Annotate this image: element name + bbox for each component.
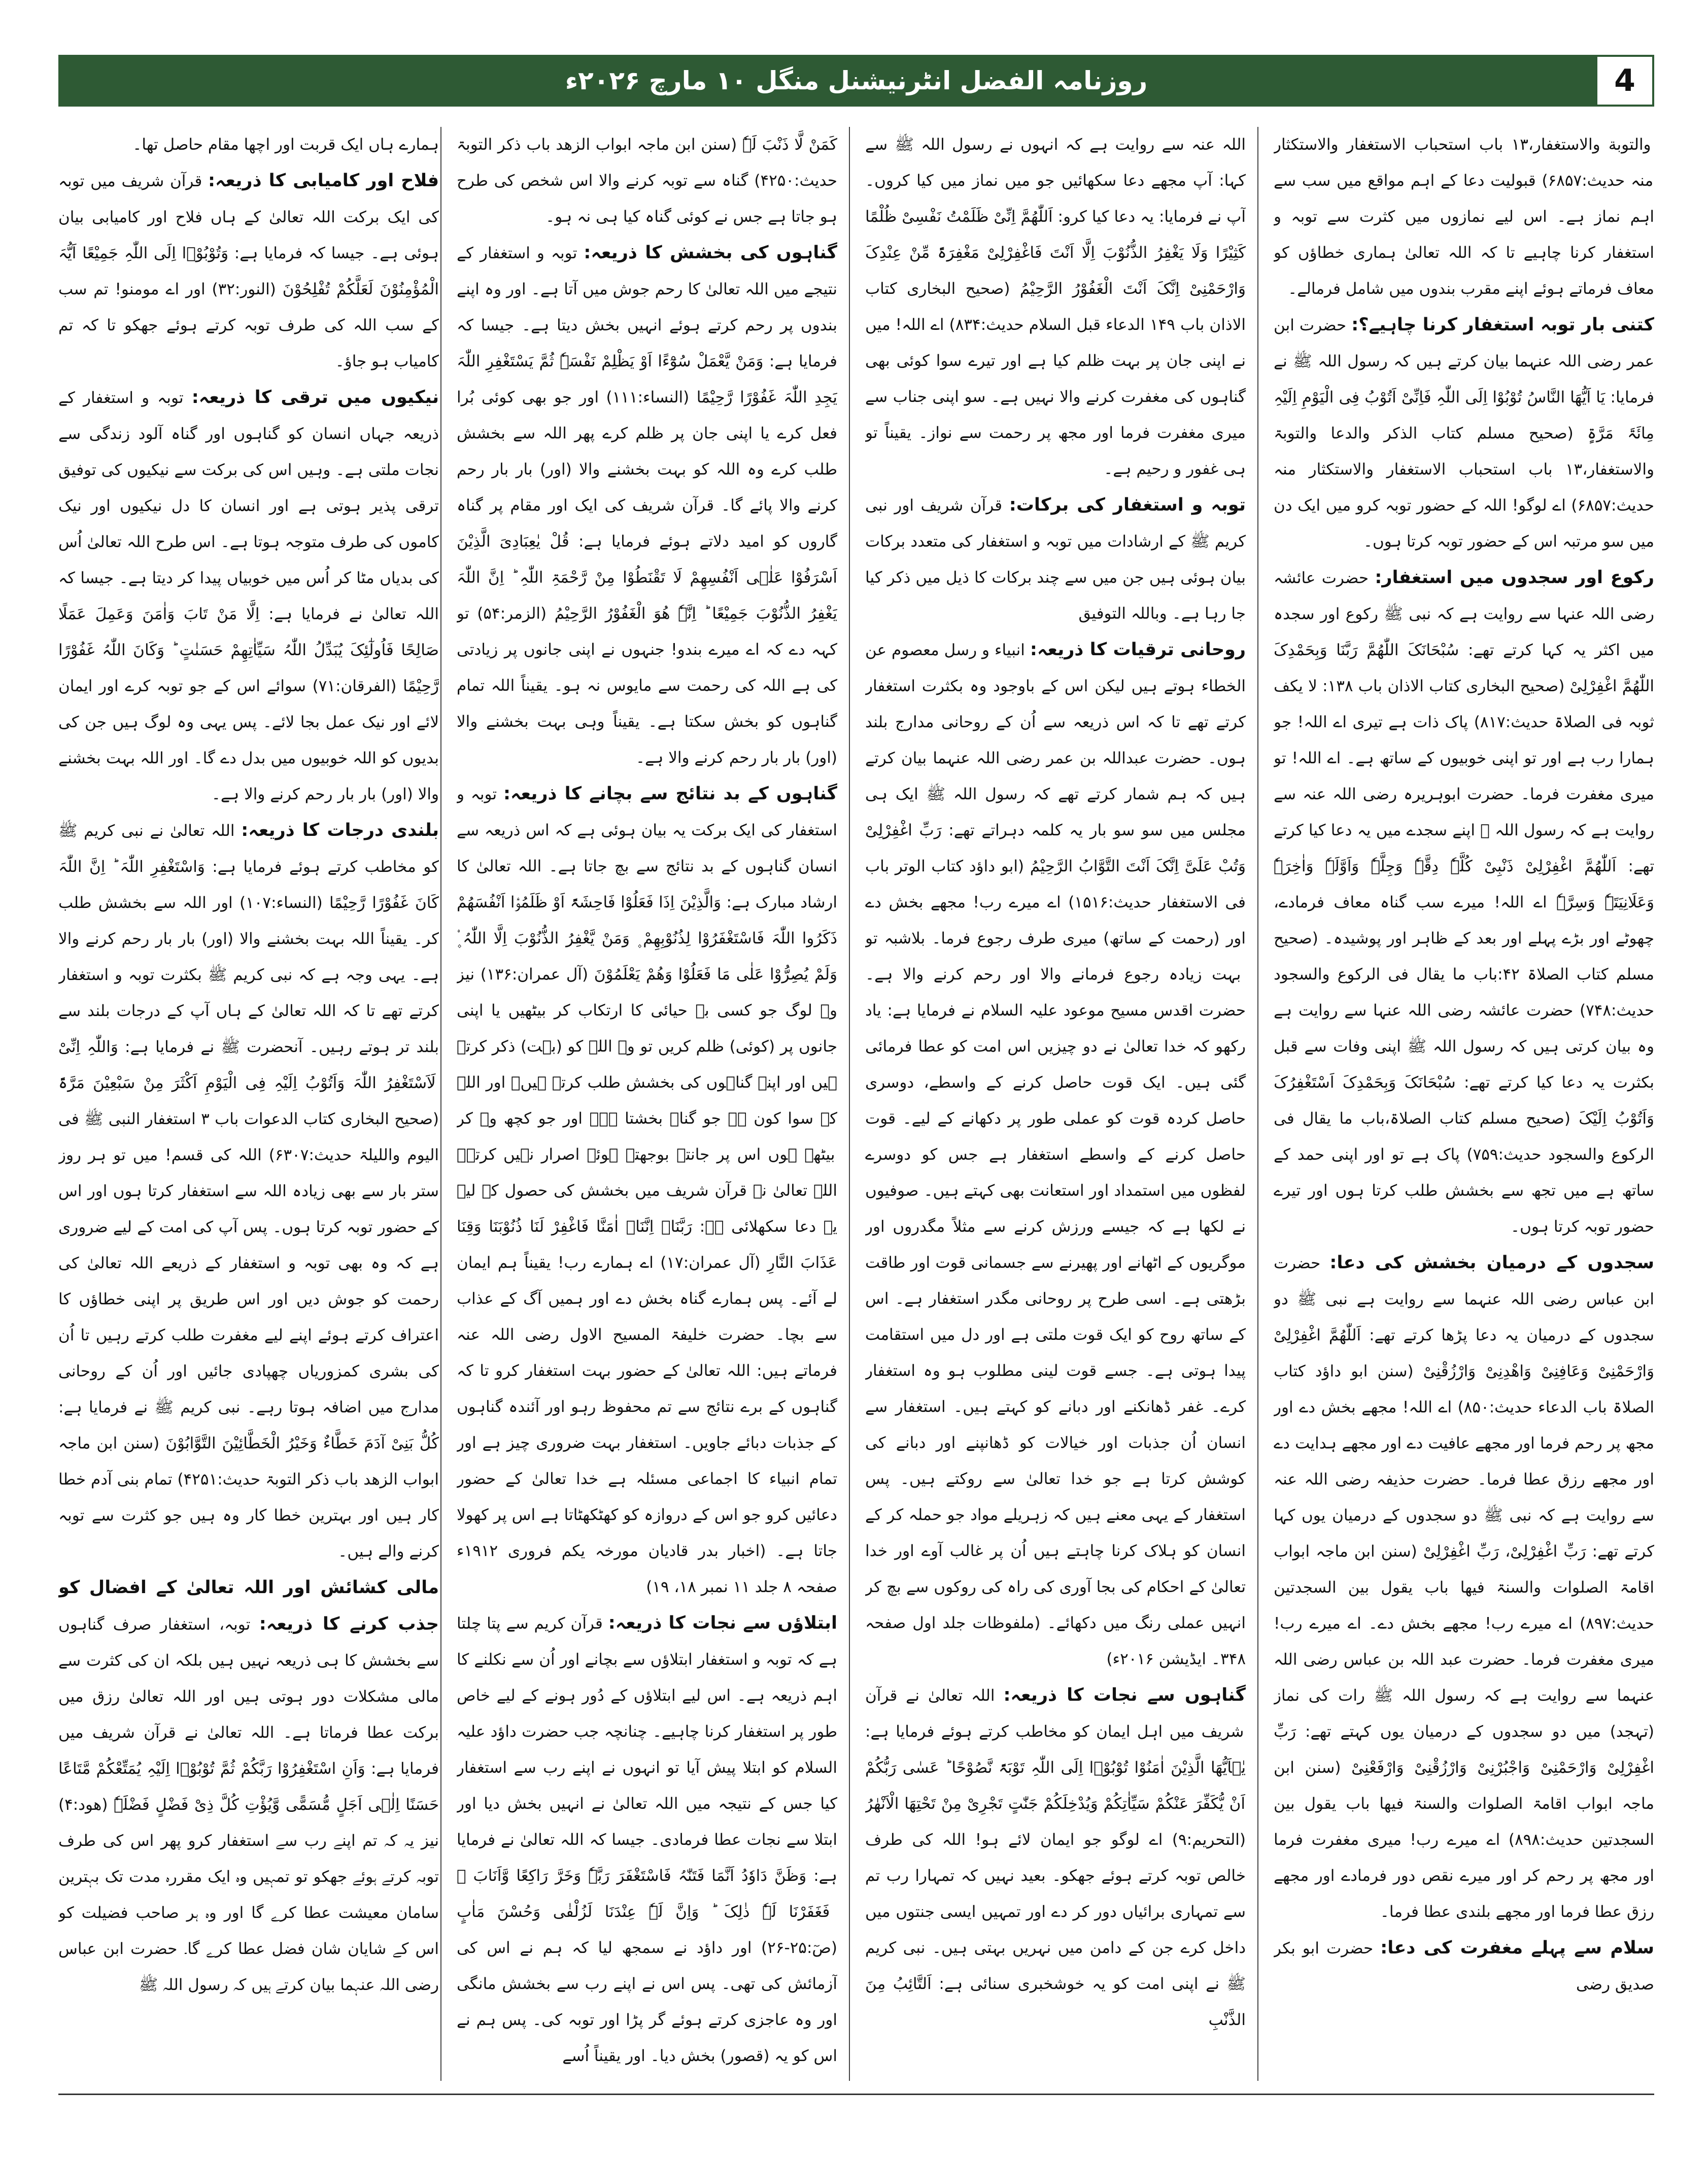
text-line: قرآن شریف اور نبی کریم ﷺ کے ارشادات میں توبہ و استغفار کی متعدد برکات بیان ہوئی ہیں جن میں سے چند برکات کا ذیل میں ذکر کیا جا رہا ہے۔ وباللہ التوفیق	[865, 496, 1246, 623]
quote-line: وَاللّٰہِ اِنِّیْ لَاَسْتَغْفِرُ اللّٰہَ وَاَتُوْبُ اِلَیْہِ فِی الْیَوْمِ اَکْثَرَ مِنْ سَبْعِیْنَ مَرَّۃً	[58, 1038, 436, 1092]
text-line: حضرت حذیفہ رضی اللہ عنہ سے روایت ہے کہ نبی ﷺ دو سجدوں کے درمیان یوں کہا کرتے تھے:	[1274, 1470, 1654, 1561]
text-line: قرآن شریف میں توبہ کی ایک برکت اللہ تعالیٰ کے ہاں فلاح اور کامیابی بیان ہوئی ہے۔ جیسا کہ فرمایا ہے:	[58, 172, 439, 262]
paragraph	[457, 1605, 837, 2074]
text-line: حضرت اقدس مسیح موعود علیہ السلام نے فرمایا ہے: یاد رکھو کہ خدا تعالیٰ نے دو چیزیں اس امت کو عطا فرمائی گئی ہیں۔ ایک قوت حاصل کرنے کے واسطے، دوسری حاصل کردہ قوت کو عملی طور پر دکھانے کے لیے۔ قوت حاصل کرنے کے واسطے استغفار ہے جس کو دوسرے لفظوں میں استمداد اور استعانت بھی کہتے ہیں۔ صوفیوں نے لکھا ہے کہ جیسے ورزش کرنے سے مثلاً مگدروں اور موگریوں کے اٹھانے اور پھیرنے سے جسمانی قوت اور طاقت بڑھتی ہے۔ اسی طرح پر روحانی مگدر استغفار ہے۔ اس کے ساتھ روح کو ایک قوت ملتی ہے اور دل میں استقامت پیدا ہوتی ہے۔ جسے قوت لینی مطلوب ہو وہ استغفار کرے۔ غفر ڈھانکنے اور دبانے کو کہتے ہیں۔ استغفار سے انسان اُن جذبات اور خیالات کو ڈھانپنے اور دبانے کی کوشش کرتا ہے جو خدا تعالیٰ سے روکتے ہیں۔ پس استغفار کے یہی معنے ہیں کہ زہریلے مواد جو حملہ کر کے انسان کو ہلاک کرنا چاہتے ہیں اُن پر غالب آوے اور خدا تعالیٰ کے احکام کی بجا آوری کی راہ کی روکوں سے بچ کر انہیں عملی رنگ میں دکھائے۔	[865, 1001, 1246, 1632]
quote-line: وَتُوْبُوْۤا اِلَی اللّٰہِ جَمِیْعًا اَیُّہَ الْمُؤْمِنُوْنَ لَعَلَّکُمْ تُفْلِحُوْنَ	[58, 244, 439, 298]
text-line: (النساء:۱۱۱) اور جو بھی کوئی بُرا فعل کرے یا اپنی جان پر ظلم کرے پھر اللہ سے بخشش طلب کرے وہ اللہ کو بہت بخشنے والا (اور) بار بار رحم کرنے والا پائے گا۔	[457, 388, 837, 515]
text-line: (النور:۳۲) اور اے مومنو! تم سب کے سب اللہ کی طرف توبہ کرتے ہوئے جھکو تا کہ تم کامیاب ہو جاؤ۔	[58, 280, 439, 370]
masthead-bar	[58, 55, 1654, 107]
quote-line: وَاَنِ اسْتَغْفِرُوْا رَبَّکُمْ ثُمَّ تُوْبُوْۤا اِلَیْہِ یُمَتِّعْکُمْ مَّتَاعًا حَسَنًا اِلٰۤی اَجَلٍ مُّسَمًّی وَّیُؤْتِ کُلَّ ذِیْ فَضْلٍ فَضْلَہٗ	[58, 1760, 439, 1814]
reference-line: (صحیح مسلم کتاب الصلاۃ،باب ما یقال فی الرکوع والسجود حدیث:۷۵۹)	[1274, 1109, 1654, 1164]
subheading: سلام سے پہلے مغفرت کی دعا:	[1380, 1938, 1654, 1958]
subheading: گناہوں کے بد نتائج سے بچانے کا ذریعہ:	[503, 784, 837, 804]
paragraph	[58, 813, 439, 1570]
text-line: یہی وجہ ہے کہ نبی کریم ﷺ بکثرت توبہ و استغفار کرتے تھے تا کہ اللہ تعالیٰ کے ہاں آپ کے درجات بلند سے بلند تر ہوتے رہیں۔ آنحضرت ﷺ نے فرمایا ہے:	[58, 966, 439, 1056]
reference-line: (ابو داؤد کتاب الوتر باب فی الاستغفار حدیث:۱۵۱۶)	[865, 857, 1246, 912]
text-line: (آل عمران:۱۳۶) نیز وہ لوگ جو کسی بے حیائی کا ارتکاب کر بیٹھیں یا اپنی جانوں پر (کوئی) ظلم کریں تو وہ اللہ کو (بہت) ذکر کرتے ہیں اور اپنے گناہوں کی بخشش طلب کرتے ہیں۔ اور اللہ کے سوا کون ہے جو گناہ بخشتا ہے۔ اور جو کچھ وہ کر بیٹھے ہوں اس پر جانتے بوجھتے ہوئے اصرار نہیں کرتے۔	[457, 965, 837, 1164]
column-divider	[1257, 127, 1258, 2081]
text-line: حضرت ابوہریرہ رضی اللہ عنہ سے روایت ہے کہ رسول اللہ ﷺ اپنے سجدے میں یہ دعا کیا کرتے تھے:	[1274, 785, 1654, 875]
text-line: اللہ عنہ سے روایت ہے کہ انہوں نے رسول اللہ ﷺ سے کہا: آپ مجھے دعا سکھائیں جو میں نماز میں کیا کروں۔ آپ نے فرمایا: یہ دعا کیا کرو:	[865, 136, 1246, 226]
paragraph	[1274, 1245, 1654, 1930]
subheading: گناہوں سے نجات کا ذریعہ:	[1003, 1685, 1246, 1705]
reference-line: (صحیح مسلم کتاب الصلاۃ ۴۲:باب ما یقال فی الرکوع والسجود حدیث:۷۴۸)	[1274, 929, 1654, 1020]
column-2	[865, 127, 1246, 2081]
text-line: چنانچہ جب حضرت داؤد علیہ السلام کو ابتلا پیش آیا تو انہوں نے اپنے رب سے استغفار کیا جس کے نتیجہ میں اللہ تعالیٰ نے انہیں بخش دیا اور ابتلا سے نجات عطا فرمادی۔ جیسا کہ اللہ تعالیٰ نے فرمایا ہے:	[457, 1723, 837, 1885]
text-line: والتوبة والاستغفار،۱۳ باب استحباب الاستغفار والاستکثار	[1274, 136, 1651, 154]
quote-line: یٰۤاَیُّھَا الَّذِیْنَ اٰمَنُوْا تُوْبُوْۤا اِلَی اللّٰہِ تَوْبَۃً نَّصُوْحًا ؕ عَسٰی رَبُّکُمْ اَنْ یُّکَفِّرَ عَنْکُمْ سَیِّاٰتِکُمْ وَیُدْخِلَکُمْ جَنّٰتٍ تَجْرِیْ مِنْ تَحْتِھَا الْاَنْھٰرُ	[865, 1759, 1246, 1813]
column-3	[457, 127, 837, 2081]
text-line: (صٓ:۲۵-۲۶) اور داؤد نے سمجھ لیا کہ ہم نے اس کی آزمائش کی تھی۔ پس اس نے اپنے رب سے بخشش مانگی اور وہ عاجزی کرتے ہوئے گر پڑا اور توبہ کی۔ پس ہم نے اس کو یہ (قصور) بخش دیا۔ اور یقیناً اُسے	[457, 1939, 837, 2065]
quote-line: نبی کریم ﷺ نے فرمایا ہے: کُلُّ بَنِیْ آدَمَ خَطَّاءٌ وَخَیْرُ الْخَطَّائِیْنَ التَّوَّابُوْنَ	[58, 1398, 439, 1453]
subheading: مالی کشائش اور اللہ تعالیٰ کے افضال کو جذب کرنے کا ذریعہ:	[58, 1577, 439, 1634]
text-line: حضرت عبد اللہ بن عباس رضی اللہ عنہما سے روایت ہے کہ رسول اللہ ﷺ رات کی نماز (تہجد) میں دو سجدوں کے درمیان یوں کہتے تھے:	[1274, 1650, 1654, 1741]
text-line: توبہ و استغفار کے ذریعہ جہاں انسان کو گناہوں اور گناہ آلود زندگی سے نجات ملتی ہے۔ وہیں اس کی برکت سے نیکیوں کی توفیق ترقی پذیر ہوتی ہے اور انسان کا دل نیکیوں اور نیک کاموں کی طرف متوجہ ہوتا ہے۔ اس طرح اللہ تعالیٰ اُس کی بدیاں مٹا کر اُس میں خوبیاں پیدا کر دیتا ہے۔ جیسا کہ اللہ تعالیٰ نے فرمایا ہے:	[58, 389, 439, 623]
reference-line: (اخبار بدر قادیان مورخہ یکم فروری ۱۹۱۲ء صفحہ ۸ جلد ۱۱ نمبر ۱۸، ۱۹)	[457, 1542, 837, 1596]
text-line: منہ حدیث:۶۸۵۷) قبولیت دعا کے اہم مواقع میں سب سے	[1274, 172, 1654, 190]
paragraph	[1274, 127, 1654, 307]
subheading: رکوع اور سجدوں میں استغفار:	[1375, 567, 1654, 588]
subheading: فلاح اور کامیابی کا ذریعہ:	[208, 171, 439, 191]
text-line: اللہ تعالیٰ نے قرآن شریف میں اہل ایمان کو مخاطب کرتے ہوئے فرمایا ہے:	[865, 1687, 1244, 1741]
text-line: (ھود:۴) نیز یہ کہ تم اپنے رب سے استغفار کرو پھر اس کی طرف توبہ کرتے ہوئے جھکو تو تمہیں وہ ایک مقررہ مدت تک بہترین سامان معیشت عطا کرے گا اور وہ ہر صاحب فضیلت کو اس کے شایان شان فضل عطا کرے گا۔	[58, 1796, 439, 1958]
quote-line: اَللّٰھُمَّ اِنِّیْ ظَلَمْتُ نَفْسِیْ ظُلْمًا کَثِیْرًا وَلَا یَغْفِرُ الذُّنُوْبَ اِلَّا اَنْتَ فَاغْفِرْلِیْ مَغْفِرَۃً مِّنْ عِنْدِکَ وَارْحَمْنِیْ اِنَّکَ اَنْتَ الْغَفُوْرُ الرَّحِیْمُ	[865, 208, 1246, 298]
paragraph	[457, 127, 837, 235]
subheading: روحانی ترقیات کا ذریعہ:	[1030, 639, 1246, 660]
text-line: حضرت ابن عمر رضی اللہ عنہما بیان کرتے ہیں کہ رسول اللہ ﷺ نے فرمایا:	[1274, 316, 1654, 407]
text-line: پاک ہے تو اور اپنی حمد کے ساتھ ہے میں تجھ سے بخشش طلب کرتا ہوں اور تیرے حضور توبہ کرتا ہوں۔	[1274, 1145, 1654, 1236]
text-line: انبیاء و رسل معصوم عن الخطاء ہوتے ہیں لیکن اس کے باوجود وہ بکثرت استغفار کرتے تھے تا کہ اس ذریعہ سے اُن کے روحانی مدارج بلند ہوں۔	[865, 641, 1246, 767]
text-line: (آل عمران:۱۷) اے ہمارے رب! یقیناً ہم ایمان لے آئے۔ پس ہمارے گناہ بخش دے اور ہمیں آگ کے عذاب سے بچا۔	[457, 1254, 837, 1344]
text-line: (التحریم:۹) اے لوگو جو ایمان لائے ہو! اللہ کی طرف خالص توبہ کرتے ہوئے جھکو۔ بعید نہیں کہ تمہارا رب تم سے تمہاری برائیاں دور کر دے اور تمہیں ایسی جنتوں میں داخل کرے جن کے دامن میں نہریں بہتی ہیں۔	[865, 1831, 1246, 1957]
reference-line: (صحیح البخاری کتاب الاذان باب ۱۳۸: لا یکف ثوبہ فی الصلاۃ حدیث:۸۱۷)	[1274, 677, 1654, 731]
paragraph	[865, 632, 1246, 1677]
quote-line: رَبِّ اغْفِرْلِیْ، رَبِّ اغْفِرْلِیْ	[1417, 1542, 1586, 1561]
text-line: (النساء:۱۰۷) اور اللہ سے بخشش طلب کر۔ یقیناً اللہ بہت بخشنے والا (اور) بار بار رحم کرنے والا ہے۔	[58, 894, 439, 984]
text-line: اے اللہ! مجھے بخش دے اور مجھ پر رحم فرما اور مجھے عافیت دے اور مجھے ہدایت دے اور مجھے رزق عطا فرما۔	[1274, 1398, 1654, 1489]
quote-line: یَا اَیُّھَا النَّاسُ تُوْبُوْا اِلَی اللّٰہِ فَاِنِّیْ اَتُوْبُ فِی الْیَوْمِ اِلَیْہِ مِائَۃَ مَرَّۃٍ	[1274, 388, 1654, 443]
quote-line: سُبْحَانَکَ اللّٰھُمَّ رَبَّنَا وَبِحَمْدِکَ اللّٰھُمَّ اغْفِرْلِیْ	[1274, 641, 1654, 695]
text-line: حضرت ابن عباس رضی اللہ عنہما سے روایت ہے نبی ﷺ دو سجدوں کے درمیان یہ دعا پڑھا کرتے تھے:	[1274, 1254, 1654, 1344]
quote-line: رَبَّنَاۤ اِنَّنَاۤ اٰمَنَّا فَاغْفِرْ لَنَا ذُنُوْبَنَا وَقِنَا عَذَابَ النَّارِ	[457, 1218, 837, 1272]
quote-line: سُبْحَانَکَ وَبِحَمْدِکَ اَسْتَغْفِرُکَ وَاَتُوْبُ اِلَیْکَ	[1274, 1073, 1654, 1128]
quote-line: وَمَنْ یَّعْمَلْ سُوْٓءًا اَوْ یَظْلِمْ نَفْسَہٗ ثُمَّ یَسْتَغْفِرِ اللّٰہَ یَجِدِ اللّٰہَ غَفُوْرًا رَّحِیْمًا	[457, 352, 837, 407]
paragraph	[865, 1677, 1246, 2038]
subheading: سجدوں کے درمیان بخشش کی دعا:	[1329, 1253, 1654, 1273]
paragraph	[58, 127, 439, 163]
subheading: توبہ و استغفار کی برکات:	[1009, 495, 1246, 515]
column-divider	[440, 127, 441, 2081]
paragraph	[1274, 307, 1654, 560]
text-line: کَمَنْ لَّا ذَنْبَ لَہٗ (سنن ابن ماجہ ابواب الزھد باب ذکر التوبۃ حدیث:۴۲۵۰) گناہ سے توبہ کرنے والا اس شخص کی طرح ہو جاتا ہے جس نے کوئی گناہ کیا ہی نہ ہو۔	[457, 136, 837, 226]
quote-line: اِلَّا مَنْ تَابَ وَاٰمَنَ وَعَمِلَ عَمَلًا صَالِحًا فَاُولٰٓئِکَ یُبَدِّلُ اللّٰہُ سَیِّاٰتِھِمْ حَسَنٰتٍ ؕ وَکَانَ اللّٰہُ غَفُوْرًا رَّحِیْمًا	[58, 605, 439, 695]
text-line: (الزمر:۵۴) تو کہہ دے کہ اے میرے بندو! جنہوں نے اپنی جانوں پر زیادتی کی ہے اللہ کی رحمت سے مایوس نہ ہو۔ یقیناً اللہ تمام گناہوں کو بخش سکتا ہے۔ یقیناً وہی بہت بخشنے والا (اور) بار بار رحم کرنے والا ہے۔	[457, 604, 837, 767]
paragraph	[58, 380, 439, 813]
text-line: حضرت عائشہ رضی اللہ عنہا سے روایت ہے وہ بیان کرتی ہیں کہ رسول اللہ ﷺ اپنی وفات سے قبل بکثرت یہ دعا کیا کرتے تھے:	[1274, 1001, 1654, 1092]
quote-line: وَالَّذِیْنَ اِذَا فَعَلُوْا فَاحِشَۃً اَوْ ظَلَمُوْۤا اَنْفُسَھُمْ ذَکَرُوا اللّٰہَ فَاسْتَغْفَرُوْا لِذُنُوْبِھِمْ ۪ وَمَنْ یَّغْفِرُ الذُّنُوْبَ اِلَّا اللّٰہُ ۪۟ وَلَمْ یُصِرُّوْا عَلٰی مَا فَعَلُوْا وَھُمْ یَعْلَمُوْنَ	[457, 893, 837, 984]
text-line: ہوئے اپنے مقرب بندوں میں شامل فرمالے۔	[1288, 280, 1564, 298]
quote-line: قُلْ یٰعِبَادِیَ الَّذِیْنَ اَسْرَفُوْا عَلٰۤی اَنْفُسِھِمْ لَا تَقْنَطُوْا مِنْ رَّحْمَۃِ اللّٰہِ ؕ اِنَّ اللّٰہَ یَغْفِرُ الذُّنُوْبَ جَمِیْعًا ؕ اِنَّہٗ ھُوَ الْغَفُوْرُ الرَّحِیْمُ	[457, 532, 837, 623]
text-line: (سنن ابن ماجہ ابواب الزھد باب ذکر التوبۃ حدیث:۴۲۵۱) تمام بنی آدم خطا کار ہیں اور بہترین خطا کار وہ ہیں جو کثرت سے توبہ کرنے والے ہیں۔	[58, 1434, 439, 1561]
paragraph	[457, 776, 837, 1605]
reference-line: (سنن ابن ماجہ ابواب اقامۃ الصلوات والسنۃ فیھا باب یقول بین السجدتین حدیث:۸۹۷)	[1274, 1542, 1654, 1633]
text-line: اللہ تعالیٰ نے قرآن شریف میں بخشش کی حصول کے لیے یہ دعا سکھلائی ہے:	[457, 1182, 837, 1236]
text-line: توبہ و استغفار کے نتیجے میں اللہ تعالیٰ کا رحم جوش میں آتا ہے۔ اور وہ اپنے بندوں پر رحم کرتے ہوئے انہیں بخش دیتا ہے۔ جیسا کہ فرمایا ہے:	[457, 244, 837, 370]
quote-line: اَللّٰھُمَّ اغْفِرْلِیْ وَارْحَمْنِیْ وَعَافِنِیْ وَاھْدِنِیْ وَارْزُقْنِیْ	[1274, 1326, 1654, 1380]
paragraph	[1274, 560, 1654, 1245]
text-line: اے میرے رب! مجھے بخش دے۔ اے میرے رب! میری مغفرت فرما۔	[1274, 1614, 1654, 1669]
text-line: پاک ذات ہے تیری اے اللہ! جو ہمارا رب ہے اور تو اپنی خوبیوں کے ساتھ ہے۔ اے اللہ! تو میری مغفرت فرما۔	[1274, 713, 1654, 803]
text-line: اے اللہ! میں نے اپنی جان پر بہت ظلم کیا ہے اور تیرے سوا کوئی بھی گناہوں کی مغفرت کرنے والا نہیں ہے۔ سو اپنی جناب سے میری مغفرت فرما اور مجھ پر رحمت سے نواز۔ یقیناً تو ہی غفور و رحیم ہے۔	[865, 316, 1246, 478]
text-line: اے لوگو! اللہ کے حضور توبہ کرو میں ایک دن میں سو مرتبہ اس کے حضور توبہ کرتا ہوں۔	[1274, 496, 1654, 551]
text-line: قرآن کریم سے پتا چلتا ہے کہ توبہ و استغفار ابتلاؤں سے بچانے اور اُن سے نکلنے کا اہم ذریعہ ہے۔ اس لیے ابتلاؤں کے دُور ہونے کے لیے خاص طور پر استغفار کرنا چاہیے۔	[457, 1614, 837, 1741]
text-line: قرآن شریف کی ایک اور مقام پر گناہ گاروں کو امید دلاتے ہوئے فرمایا ہے:	[457, 496, 837, 551]
text-line: کرنا چاہیے تا کہ اللہ تعالیٰ ہماری خطاؤں کو معاف فرماتے	[1274, 244, 1654, 298]
column-divider	[849, 127, 850, 2081]
subheading: نیکیوں میں ترقی کا ذریعہ:	[191, 387, 439, 408]
text-line: اے میرے رب! مجھے بخش دے اور (رحمت کے ساتھ) میری طرف رجوع فرما۔ بلاشبہ تو بہت زیادہ رجوع فرمانے والا اور رحم کرنے والا ہے۔	[865, 893, 1246, 984]
quote-line: اَللّٰھُمَّ اغْفِرْلِیْ ذَنْبِیْ کُلَّہٗ دِقَّہٗ وَجِلَّہٗ وَاَوَّلَہٗ وَاٰخِرَہٗ وَعَلَانِیَتَہٗ وَسِرَّہٗ	[1274, 857, 1654, 912]
quote-line: وَظَنَّ دَاوٗدُ اَنَّمَا فَتَنّٰہُ فَاسْتَغْفَرَ رَبَّہٗ وَخَرَّ رَاکِعًا وَّاَنَابَ ۩ فَغَفَرْنَا لَہٗ ذٰلِکَ ؕ وَاِنَّ لَہٗ عِنْدَنَا لَزُلْفٰی وَحُسْنَ مَاٰبٍ	[457, 1867, 830, 1921]
text-line: حضرت عائشہ رضی اللہ عنہا سے روایت ہے کہ نبی ﷺ رکوع اور سجدہ میں اکثر یہ کہا کرتے تھے:	[1274, 569, 1654, 659]
reference-line: (صحیح البخاری کتاب الدعوات باب ۳ استغفار النبی ﷺ فی الیوم واللیلۃ حدیث:۶۳۰۷)	[58, 1110, 439, 1164]
paragraph	[58, 1570, 439, 2003]
subheading: ابتلاؤں سے نجات کا ذریعہ:	[608, 1613, 837, 1633]
text-line: توبہ و استغفار کی ایک برکت یہ بیان ہوئی ہے کہ اس ذریعہ سے انسان گناہوں کے بد نتائج سے بچ جاتا ہے۔ اللہ تعالیٰ کا ارشاد مبارک ہے:	[457, 785, 837, 912]
reference-line: (ملفوظات جلد اول صفحہ ۳۴۸۔ ایڈیشن ۲۰۱۶ء)	[865, 1614, 1246, 1668]
reference-line: (صحیح مسلم کتاب الذکر والدعا والتوبۃ والاستغفار،۱۳ باب استحباب الاستغفار والاستکثار منہ حدیث:۶۸۵۷)	[1274, 424, 1654, 515]
text-line: حضرت ابو بکر صدیق رضی	[1274, 1939, 1654, 1994]
subheading: کتنی بار توبہ استغفار کرنا چاہیے؟:	[1351, 315, 1654, 335]
masthead-title: روزنامہ الفضل انٹرنیشنل منگل ۱۰ مارچ ۲۰۲۶ء	[565, 66, 1148, 95]
subheading: گناہوں کی بخشش کا ذریعہ:	[584, 243, 837, 263]
text-line: اہم نماز ہے۔ اس لیے نمازوں میں کثرت سے توبہ و استغفار	[1274, 208, 1654, 262]
quote-line: رَبِّ اغْفِرْلِیْ وَارْحَمْنِیْ وَاجْبُرْنِیْ وَارْزُقْنِیْ وَارْفَعْنِیْ	[1274, 1723, 1654, 1777]
column-4	[58, 127, 439, 2081]
text-line: نبی کریم ﷺ نے اپنی امت کو یہ خوشخبری سنائی ہے: اَلتَّائِبُ مِنَ الذَّنْبِ	[865, 1939, 1246, 2029]
paragraph	[457, 235, 837, 776]
text-line: اے اللہ! میرے سب گناہ معاف فرمادے، چھوٹے اور بڑے پہلے اور بعد کے ظاہر اور پوشیدہ۔	[1274, 893, 1654, 948]
text-line: حضرت ابن عباس رضی اللہ عنہما بیان کرتے ہیں کہ رسول اللہ ﷺ	[58, 1940, 439, 1994]
paragraph	[58, 163, 439, 380]
text-line: حضرت عبداللہ بن عمر رضی اللہ عنہما بیان کرتے ہیں کہ ہم شمار کرتے تھے کہ رسول اللہ ﷺ ایک ہی مجلس میں سو سو بار یہ کلمہ دہراتے تھے:	[865, 749, 1246, 839]
bottom-rule	[58, 2094, 1654, 2095]
page-number: 4	[1595, 55, 1654, 107]
text-line: اے میرے رب! میری مغفرت فرما اور مجھ پر رحم کر اور میرے نقص دور فرمادے اور مجھے رزق عطا فرما اور مجھے بلندی عطا فرما۔	[1274, 1831, 1654, 1921]
subheading: بلندی درجات کا ذریعہ:	[241, 820, 439, 840]
column-1	[1274, 127, 1654, 2081]
quote-line: وَاسْتَغْفِرِ اللّٰہَ ؕ اِنَّ اللّٰہَ کَانَ غَفُوْرًا رَّحِیْمًا	[58, 858, 439, 912]
reference-line: (صحیح البخاری کتاب الاذان باب ۱۴۹ الدعاء قبل السلام حدیث:۸۳۴)	[865, 280, 1246, 334]
text-line: (الفرقان:۷۱) سوائے اس کے جو توبہ کرے اور ایمان لائے اور نیک عمل بجا لائے۔ پس یہی وہ لوگ ہیں جن کی بدیوں کو اللہ خوبیوں میں بدل دے گا۔ اور اللہ بہت بخشنے والا (اور) بار بار رحم کرنے والا ہے۔	[58, 677, 439, 803]
text-line: اللہ کی قسم! میں تو ہر روز ستر بار سے بھی زیادہ اللہ سے استغفار کرتا ہوں اور اس کے حضور توبہ کرتا ہوں۔ پس آپ کی امت کے لیے ضروری ہے کہ وہ بھی توبہ و استغفار کے ذریعے اللہ تعالیٰ کی رحمت کو جوش دیں اور اس طریق پر اپنی خطاؤں کا اعتراف کرتے ہوئے اپنے لیے مغفرت طلب کرتے رہیں تا اُن کی بشری کمزوریاں چھپادی جائیں اور اُن کے روحانی مدارج میں اضافہ ہوتا رہے۔	[58, 1146, 439, 1417]
text-line: اللہ تعالیٰ نے نبی کریم ﷺ کو مخاطب کرتے ہوئے فرمایا ہے:	[58, 822, 439, 876]
paragraph	[865, 487, 1246, 632]
paragraph	[865, 127, 1246, 487]
reference-line: (سنن ابن ماجہ ابواب اقامۃ الصلوات والسنۃ فیھا باب یقول بین السجدتین حدیث:۸۹۸)	[1274, 1759, 1654, 1849]
text-line: ہمارے ہاں ایک قربت اور اچھا مقام حاصل تھا۔	[132, 136, 439, 154]
paragraph	[1274, 1930, 1654, 2003]
quote-line: رَبِّ اغْفِرْلِیْ وَتُبْ عَلَیَّ اِنَّکَ اَنْتَ التَّوَّابُ الرَّحِیْمُ	[865, 821, 1246, 875]
reference-line: (سنن ابو داؤد کتاب الصلاۃ باب الدعاء حدیث:۸۵۰)	[1274, 1362, 1654, 1417]
text-line: توبہ، استغفار صرف گناہوں سے بخشش کا ہی ذریعہ نہیں ہیں بلکہ ان کی کثرت سے مالی مشکلات دور ہوتی ہیں اور اللہ تعالیٰ رزق میں برکت عطا فرماتا ہے۔ اللہ تعالیٰ نے قرآن شریف میں فرمایا ہے:	[58, 1615, 439, 1778]
text-line: حضرت خلیفۃ المسیح الاول رضی اللہ عنہ فرماتے ہیں: اللہ تعالیٰ کے حضور بہت استغفار کرو تا کہ گناہوں کے برے نتائج سے تم محفوظ رہو اور آئندہ گناہوں کے جذبات دبائے جاویں۔ استغفار بہت ضروری چیز ہے اور تمام انبیاء کا اجماعی مسئلہ ہے خدا تعالیٰ کے حضور دعائیں کرو جو اس کے دروازہ کو کھٹکھٹاتا ہے اس پر کھولا جاتا ہے۔	[457, 1326, 837, 1560]
